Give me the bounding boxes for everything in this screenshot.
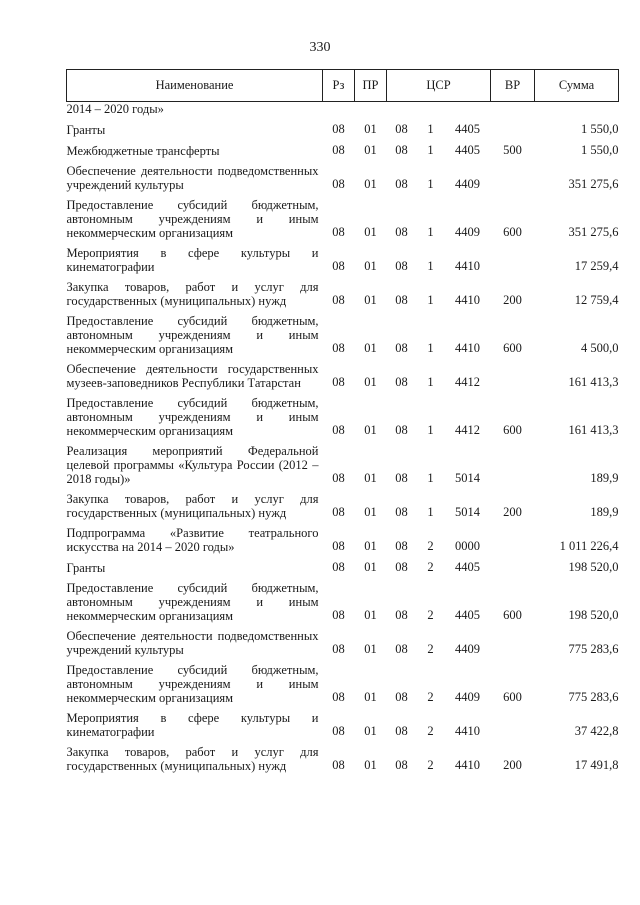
cell-pr: 01 bbox=[364, 560, 377, 574]
cell-csr-code: 4405 bbox=[455, 560, 480, 574]
cell-sum: 1 550,0 bbox=[581, 122, 619, 136]
cell-csr-code: 4405 bbox=[455, 122, 480, 136]
cell-vr: 600 bbox=[503, 225, 522, 239]
cell-csr-code: 4409 bbox=[455, 642, 480, 656]
cell-name: Обеспечение деятельности подведомственных учреждений культуры bbox=[66, 164, 319, 192]
cell-rz: 08 bbox=[332, 539, 345, 553]
carryover-text: 2014 – 2020 годы» bbox=[66, 102, 164, 116]
table-row bbox=[67, 137, 619, 158]
cell-name: Мероприятия в сфере культуры и кинематографии bbox=[66, 246, 319, 274]
table-row bbox=[67, 390, 619, 438]
cell-csr-subprogram: 2 bbox=[427, 539, 434, 553]
cell-sum: 17 491,8 bbox=[574, 758, 619, 772]
cell-sum: 1 011 226,4 bbox=[559, 539, 619, 553]
table-row bbox=[67, 623, 619, 657]
table-row bbox=[67, 158, 619, 192]
cell-pr: 01 bbox=[364, 608, 377, 622]
cell-csr-code: 4410 bbox=[455, 758, 480, 772]
header-rz: Рз bbox=[323, 70, 355, 102]
cell-rz: 08 bbox=[332, 758, 345, 772]
cell-name: Подпрограмма «Развитие театрального искусства на 2014 – 2020 годы» bbox=[66, 526, 319, 554]
cell-vr bbox=[491, 705, 535, 739]
cell-csr-subprogram: 1 bbox=[427, 259, 434, 273]
cell-sum: 351 275,6 bbox=[568, 177, 619, 191]
cell-csr-subprogram: 2 bbox=[427, 642, 434, 656]
cell-csr-code: 0000 bbox=[455, 539, 480, 553]
cell-pr: 01 bbox=[364, 642, 377, 656]
cell-vr bbox=[491, 158, 535, 192]
budget-table bbox=[66, 69, 619, 773]
cell-name: Обеспечение деятельности государственных музеев-заповедников Республики Татарстан bbox=[66, 362, 319, 390]
cell-csr-section: 08 bbox=[395, 608, 408, 622]
cell-csr-subprogram: 1 bbox=[427, 143, 434, 157]
cell-sum: 775 283,6 bbox=[568, 690, 619, 704]
header-pr: ПР bbox=[355, 70, 387, 102]
cell-csr-section: 08 bbox=[395, 539, 408, 553]
cell-csr-subprogram: 1 bbox=[427, 341, 434, 355]
table-row bbox=[67, 116, 619, 137]
cell-csr-code: 4410 bbox=[455, 259, 480, 273]
cell-rz: 08 bbox=[332, 505, 345, 519]
cell-csr-code: 4405 bbox=[455, 608, 480, 622]
cell-csr-code: 4409 bbox=[455, 177, 480, 191]
cell-csr-code: 4412 bbox=[455, 423, 480, 437]
header-csr: ЦСР bbox=[387, 70, 491, 102]
cell-csr-code: 4410 bbox=[455, 724, 480, 738]
cell-rz: 08 bbox=[332, 560, 345, 574]
cell-csr-subprogram: 2 bbox=[427, 560, 434, 574]
table-row bbox=[67, 705, 619, 739]
cell-rz: 08 bbox=[332, 724, 345, 738]
cell-vr: 600 bbox=[503, 423, 522, 437]
cell-vr: 600 bbox=[503, 341, 522, 355]
cell-rz: 08 bbox=[332, 375, 345, 389]
cell-pr: 01 bbox=[364, 293, 377, 307]
cell-pr: 01 bbox=[364, 225, 377, 239]
cell-vr bbox=[491, 240, 535, 274]
cell-csr-section: 08 bbox=[395, 177, 408, 191]
cell-pr: 01 bbox=[364, 423, 377, 437]
cell-csr-section: 08 bbox=[395, 293, 408, 307]
cell-csr-code: 4410 bbox=[455, 341, 480, 355]
cell-csr-section: 08 bbox=[395, 724, 408, 738]
cell-vr bbox=[491, 356, 535, 390]
cell-pr: 01 bbox=[364, 724, 377, 738]
cell-pr: 01 bbox=[364, 471, 377, 485]
cell-csr-subprogram: 1 bbox=[427, 375, 434, 389]
table-row bbox=[67, 554, 619, 575]
cell-csr-subprogram: 2 bbox=[427, 758, 434, 772]
cell-csr-code: 4409 bbox=[455, 690, 480, 704]
cell-csr-code: 4405 bbox=[455, 143, 480, 157]
table-row bbox=[67, 520, 619, 554]
cell-name: Реализация мероприятий Федеральной целевой программы «Культура России (2012 – 2018 годы)» bbox=[66, 444, 319, 486]
table-row bbox=[67, 192, 619, 240]
cell-rz: 08 bbox=[332, 690, 345, 704]
cell-name: Гранты bbox=[66, 561, 106, 575]
cell-csr-section: 08 bbox=[395, 690, 408, 704]
cell-name: Предоставление субсидий бюджетным, автономным учреждениям и иным некоммерческим организациям bbox=[66, 663, 319, 705]
table-row bbox=[67, 657, 619, 705]
cell-csr-code: 4412 bbox=[455, 375, 480, 389]
cell-pr: 01 bbox=[364, 690, 377, 704]
cell-vr: 500 bbox=[503, 143, 522, 157]
cell-sum: 189,9 bbox=[590, 471, 619, 485]
cell-pr: 01 bbox=[364, 758, 377, 772]
cell-csr-code: 5014 bbox=[455, 471, 480, 485]
cell-name: Межбюджетные трансферты bbox=[66, 144, 220, 158]
cell-rz: 08 bbox=[332, 225, 345, 239]
cell-sum: 17 259,4 bbox=[574, 259, 619, 273]
cell-rz: 08 bbox=[332, 471, 345, 485]
cell-pr: 01 bbox=[364, 505, 377, 519]
cell-csr-section: 08 bbox=[395, 642, 408, 656]
cell-sum: 198 520,0 bbox=[568, 560, 619, 574]
table-row bbox=[67, 274, 619, 308]
cell-csr-subprogram: 1 bbox=[427, 471, 434, 485]
cell-name: Закупка товаров, работ и услуг для государственных (муниципальных) нужд bbox=[66, 280, 319, 308]
cell-vr bbox=[491, 116, 535, 137]
cell-sum: 775 283,6 bbox=[568, 642, 619, 656]
cell-vr: 600 bbox=[503, 690, 522, 704]
cell-name: Предоставление субсидий бюджетным, автономным учреждениям и иным некоммерческим организациям bbox=[66, 581, 319, 623]
cell-sum: 1 550,0 bbox=[581, 143, 619, 157]
table-row bbox=[67, 486, 619, 520]
cell-csr-subprogram: 1 bbox=[427, 293, 434, 307]
cell-sum: 161 413,3 bbox=[568, 423, 619, 437]
cell-vr bbox=[491, 623, 535, 657]
cell-rz: 08 bbox=[332, 143, 345, 157]
cell-pr: 01 bbox=[364, 341, 377, 355]
cell-vr bbox=[491, 438, 535, 486]
table-row bbox=[67, 438, 619, 486]
cell-rz: 08 bbox=[332, 642, 345, 656]
cell-name: Гранты bbox=[66, 123, 106, 137]
table-row bbox=[67, 356, 619, 390]
cell-rz: 08 bbox=[332, 423, 345, 437]
cell-vr bbox=[491, 554, 535, 575]
cell-vr: 600 bbox=[503, 608, 522, 622]
cell-csr-section: 08 bbox=[395, 505, 408, 519]
cell-csr-section: 08 bbox=[395, 225, 408, 239]
cell-csr-code: 5014 bbox=[455, 505, 480, 519]
cell-csr-section: 08 bbox=[395, 259, 408, 273]
cell-csr-section: 08 bbox=[395, 471, 408, 485]
cell-pr: 01 bbox=[364, 375, 377, 389]
cell-csr-code: 4410 bbox=[455, 293, 480, 307]
cell-csr-subprogram: 1 bbox=[427, 505, 434, 519]
cell-sum: 37 422,8 bbox=[574, 724, 619, 738]
cell-csr-subprogram: 2 bbox=[427, 724, 434, 738]
cell-pr: 01 bbox=[364, 177, 377, 191]
cell-csr-section: 08 bbox=[395, 122, 408, 136]
header-sum: Сумма bbox=[535, 70, 619, 102]
cell-rz: 08 bbox=[332, 341, 345, 355]
cell-csr-subprogram: 1 bbox=[427, 122, 434, 136]
cell-csr-subprogram: 2 bbox=[427, 608, 434, 622]
cell-vr: 200 bbox=[503, 293, 522, 307]
cell-name: Предоставление субсидий бюджетным, автономным учреждениям и иным некоммерческим организациям bbox=[66, 396, 319, 438]
cell-rz: 08 bbox=[332, 122, 345, 136]
table-row bbox=[67, 739, 619, 773]
page-number: 330 bbox=[309, 40, 331, 55]
header-vr: ВР bbox=[491, 70, 535, 102]
table-header bbox=[67, 70, 619, 102]
cell-sum: 12 759,4 bbox=[574, 293, 619, 307]
cell-csr-subprogram: 1 bbox=[427, 177, 434, 191]
cell-rz: 08 bbox=[332, 259, 345, 273]
cell-rz: 08 bbox=[332, 608, 345, 622]
cell-pr: 01 bbox=[364, 143, 377, 157]
table-row bbox=[67, 308, 619, 356]
cell-sum: 161 413,3 bbox=[568, 375, 619, 389]
cell-name: Предоставление субсидий бюджетным, автономным учреждениям и иным некоммерческим организациям bbox=[66, 314, 319, 356]
carryover-row bbox=[67, 102, 619, 117]
header-name: Наименование bbox=[67, 70, 323, 102]
cell-vr: 200 bbox=[503, 758, 522, 772]
cell-csr-section: 08 bbox=[395, 423, 408, 437]
cell-sum: 4 500,0 bbox=[581, 341, 619, 355]
cell-vr: 200 bbox=[503, 505, 522, 519]
cell-csr-subprogram: 1 bbox=[427, 423, 434, 437]
cell-csr-section: 08 bbox=[395, 758, 408, 772]
cell-csr-section: 08 bbox=[395, 560, 408, 574]
cell-csr-section: 08 bbox=[395, 375, 408, 389]
cell-csr-code: 4409 bbox=[455, 225, 480, 239]
cell-vr bbox=[491, 520, 535, 554]
cell-pr: 01 bbox=[364, 259, 377, 273]
cell-pr: 01 bbox=[364, 539, 377, 553]
cell-csr-subprogram: 2 bbox=[427, 690, 434, 704]
cell-name: Предоставление субсидий бюджетным, автономным учреждениям и иным некоммерческим организациям bbox=[66, 198, 319, 240]
cell-csr-section: 08 bbox=[395, 341, 408, 355]
cell-pr: 01 bbox=[364, 122, 377, 136]
cell-csr-subprogram: 1 bbox=[427, 225, 434, 239]
cell-name: Обеспечение деятельности подведомственных учреждений культуры bbox=[66, 629, 319, 657]
cell-name: Мероприятия в сфере культуры и кинематографии bbox=[66, 711, 319, 739]
table-body bbox=[67, 102, 619, 774]
cell-sum: 198 520,0 bbox=[568, 608, 619, 622]
cell-csr-section: 08 bbox=[395, 143, 408, 157]
cell-rz: 08 bbox=[332, 177, 345, 191]
cell-name: Закупка товаров, работ и услуг для государственных (муниципальных) нужд bbox=[66, 745, 319, 773]
cell-sum: 351 275,6 bbox=[568, 225, 619, 239]
cell-name: Закупка товаров, работ и услуг для государственных (муниципальных) нужд bbox=[66, 492, 319, 520]
cell-sum: 189,9 bbox=[590, 505, 619, 519]
table-row bbox=[67, 240, 619, 274]
table-row bbox=[67, 575, 619, 623]
cell-rz: 08 bbox=[332, 293, 345, 307]
